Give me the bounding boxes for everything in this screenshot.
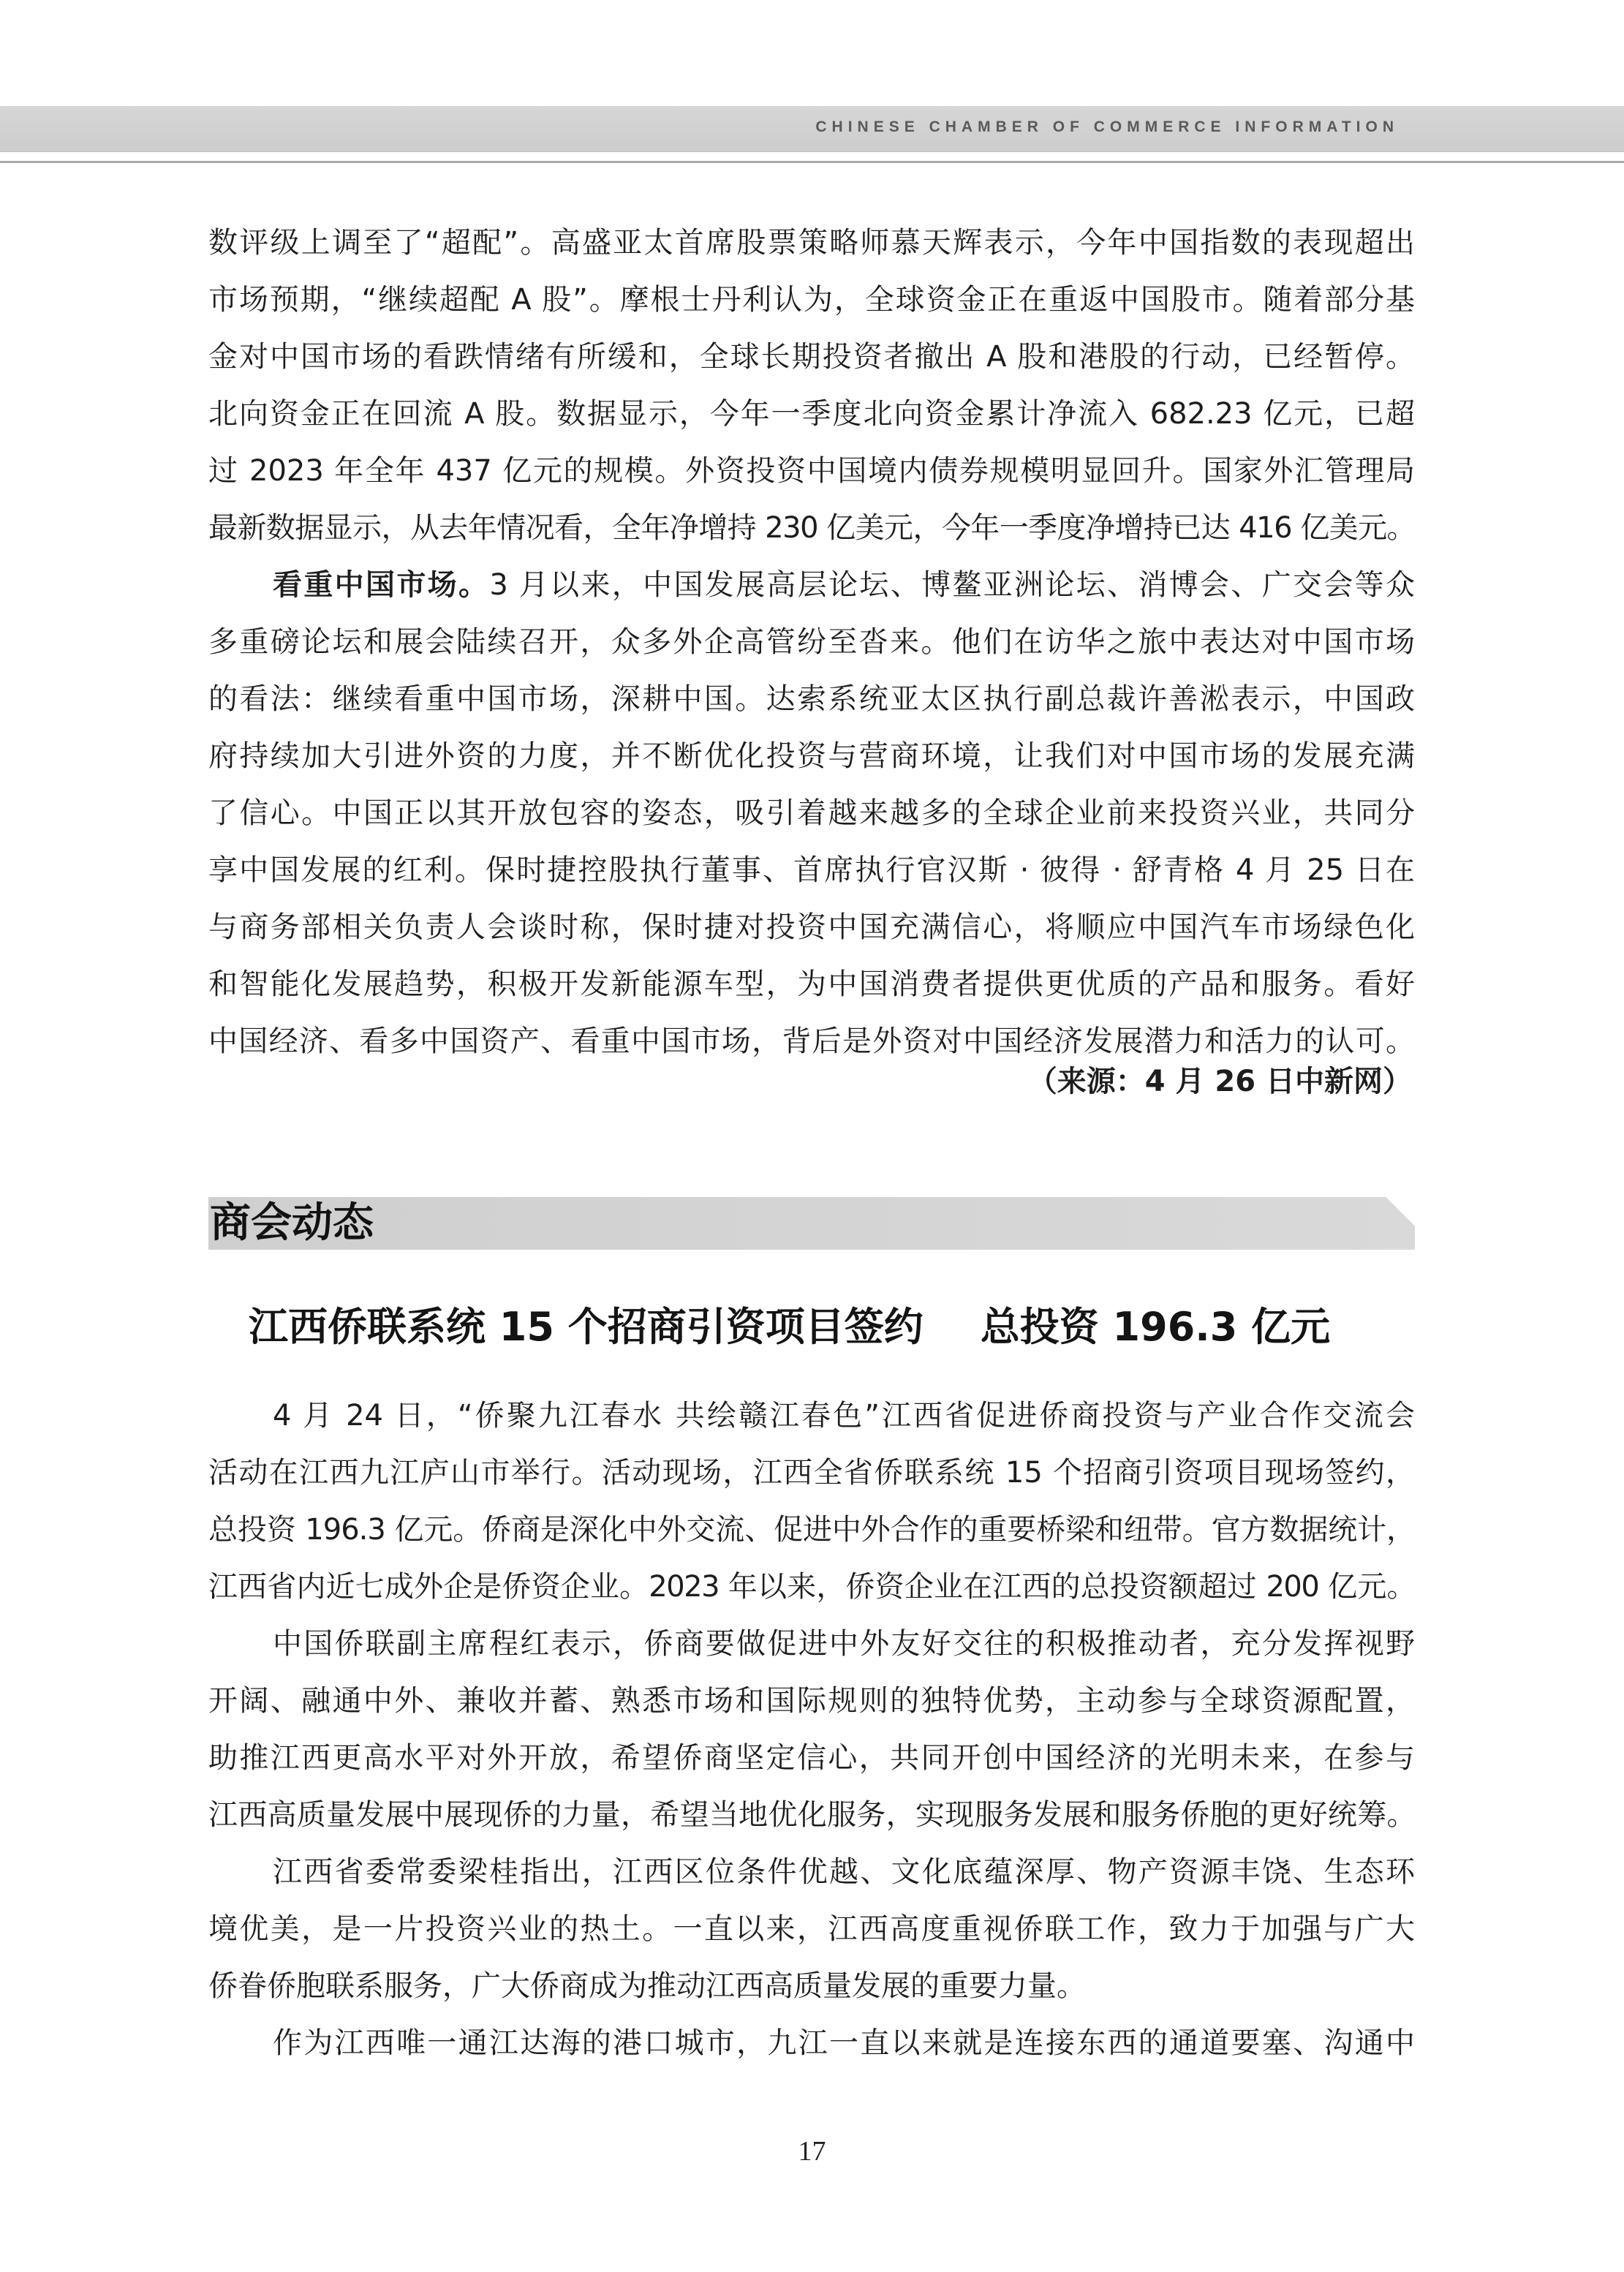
paragraph-line: 4 月 24 日，“侨聚九江春水 共绘赣江春色”江西省促进侨商投资与产业合作交流会: [273, 1399, 1415, 1433]
top-article-body: [208, 214, 1415, 1070]
paragraph-line: 开阔、融通中外、兼收并蓄、熟悉市场和国际规则的独特优势，主动参与全球资源配置，: [208, 1684, 1415, 1718]
paragraph-line: 助推江西更高水平对外开放，希望侨商坚定信心，共同开创中国经济的光明未来，在参与: [208, 1741, 1415, 1775]
paragraph-line: 中国侨联副主席程红表示，侨商要做促进中外友好交往的积极推动者，充分发挥视野: [273, 1627, 1415, 1661]
running-header: CHINESE CHAMBER OF COMMERCE INFORMATION: [815, 118, 1399, 135]
page-number: 17: [798, 2136, 826, 2167]
header-rule: [0, 161, 1624, 163]
article-body: [208, 1387, 1415, 2072]
paragraph-line: 了信心。中国正以其开放包容的姿态，吸引着越来越多的全球企业前来投资兴业，共同分: [208, 796, 1415, 830]
paragraph-line: 府持续加大引进外资的力度，并不断优化投资与营商环境，让我们对中国市场的发展充满: [208, 739, 1415, 773]
paragraph-line: 江西省内近七成外企是侨资企业。2023 年以来，侨资企业在江西的总投资额超过 200 亿元。: [208, 1570, 1415, 1604]
paragraph-line: 的看法：继续看重中国市场，深耕中国。达索系统亚太区执行副总裁许善淞表示，中国政: [208, 682, 1415, 716]
section-bar: [208, 1197, 1415, 1250]
paragraph-line: 总投资 196.3 亿元。侨商是深化中外交流、促进中外合作的重要桥梁和纽带。官方数据统计，: [208, 1513, 1415, 1547]
paragraph-line: 看重中国市场。3 月以来，中国发展高层论坛、博鳌亚洲论坛、消博会、广交会等众: [273, 568, 1416, 602]
paragraph-line: 金对中国市场的看跌情绪有所缓和，全球长期投资者撤出 A 股和港股的行动，已经暂停。: [208, 340, 1415, 374]
paragraph-line: 中国经济、看多中国资产、看重中国市场，背后是外资对中国经济发展潜力和活力的认可。: [208, 1024, 1415, 1058]
paragraph-line: 最新数据显示，从去年情况看，全年净增持 230 亿美元，今年一季度净增持已达 416 亿美元。: [208, 511, 1415, 545]
paragraph-line: 和智能化发展趋势，积极开发新能源车型，为中国消费者提供更优质的产品和服务。看好: [208, 967, 1415, 1001]
paragraph-line: 江西省委常委梁桂指出，江西区位条件优越、文化底蕴深厚、物产资源丰饶、生态环: [273, 1855, 1415, 1889]
paragraph-line: 享中国发展的红利。保时捷控股执行董事、首席执行官汉斯 · 彼得 · 舒青格 4 月 25 日在: [208, 853, 1415, 887]
paragraph-line: 作为江西唯一通江达海的港口城市，九江一直以来就是连接东西的通道要塞、沟通中: [273, 2026, 1415, 2060]
paragraph-line: 多重磅论坛和展会陆续召开，众多外企高管纷至沓来。他们在访华之旅中表达对中国市场: [208, 625, 1415, 659]
source-citation: （来源：4 月 26 日中新网）: [1027, 1065, 1412, 1098]
paragraph-line: 侨眷侨胞联系服务，广大侨商成为推动江西高质量发展的重要力量。: [208, 1969, 1086, 2003]
paragraph-line: 江西高质量发展中展现侨的力量，希望当地优化服务，实现服务发展和服务侨胞的更好统筹。: [208, 1798, 1415, 1832]
paragraph-line: 过 2023 年全年 437 亿元的规模。外资投资中国境内债券规模明显回升。国家外汇管理局: [208, 454, 1415, 488]
paragraph-line: 活动在江西九江庐山市举行。活动现场，江西全省侨联系统 15 个招商引资项目现场签约，: [208, 1456, 1415, 1490]
paragraph-line: 北向资金正在回流 A 股。数据显示，今年一季度北向资金累计净流入 682.23 亿元，已超: [208, 397, 1415, 431]
article-title: 江西侨联系统 15 个招商引资项目签约 总投资 196.3 亿元: [249, 1304, 1331, 1350]
paragraph-line: 市场预期，“继续超配 A 股”。摩根士丹利认为，全球资金正在重返中国股市。随着部分基: [208, 283, 1415, 317]
paragraph-line: 与商务部相关负责人会谈时称，保时捷对投资中国充满信心，将顺应中国汽车市场绿色化: [208, 910, 1415, 944]
paragraph-line: 数评级上调至了“超配”。高盛亚太首席股票策略师慕天辉表示，今年中国指数的表现超出: [208, 226, 1415, 260]
paragraph-line: 境优美，是一片投资兴业的热土。一直以来，江西高度重视侨联工作，致力于加强与广大: [208, 1912, 1415, 1946]
section-title: 商会动态: [210, 1199, 374, 1247]
paragraph-lead: 看重中国市场。: [273, 568, 490, 602]
